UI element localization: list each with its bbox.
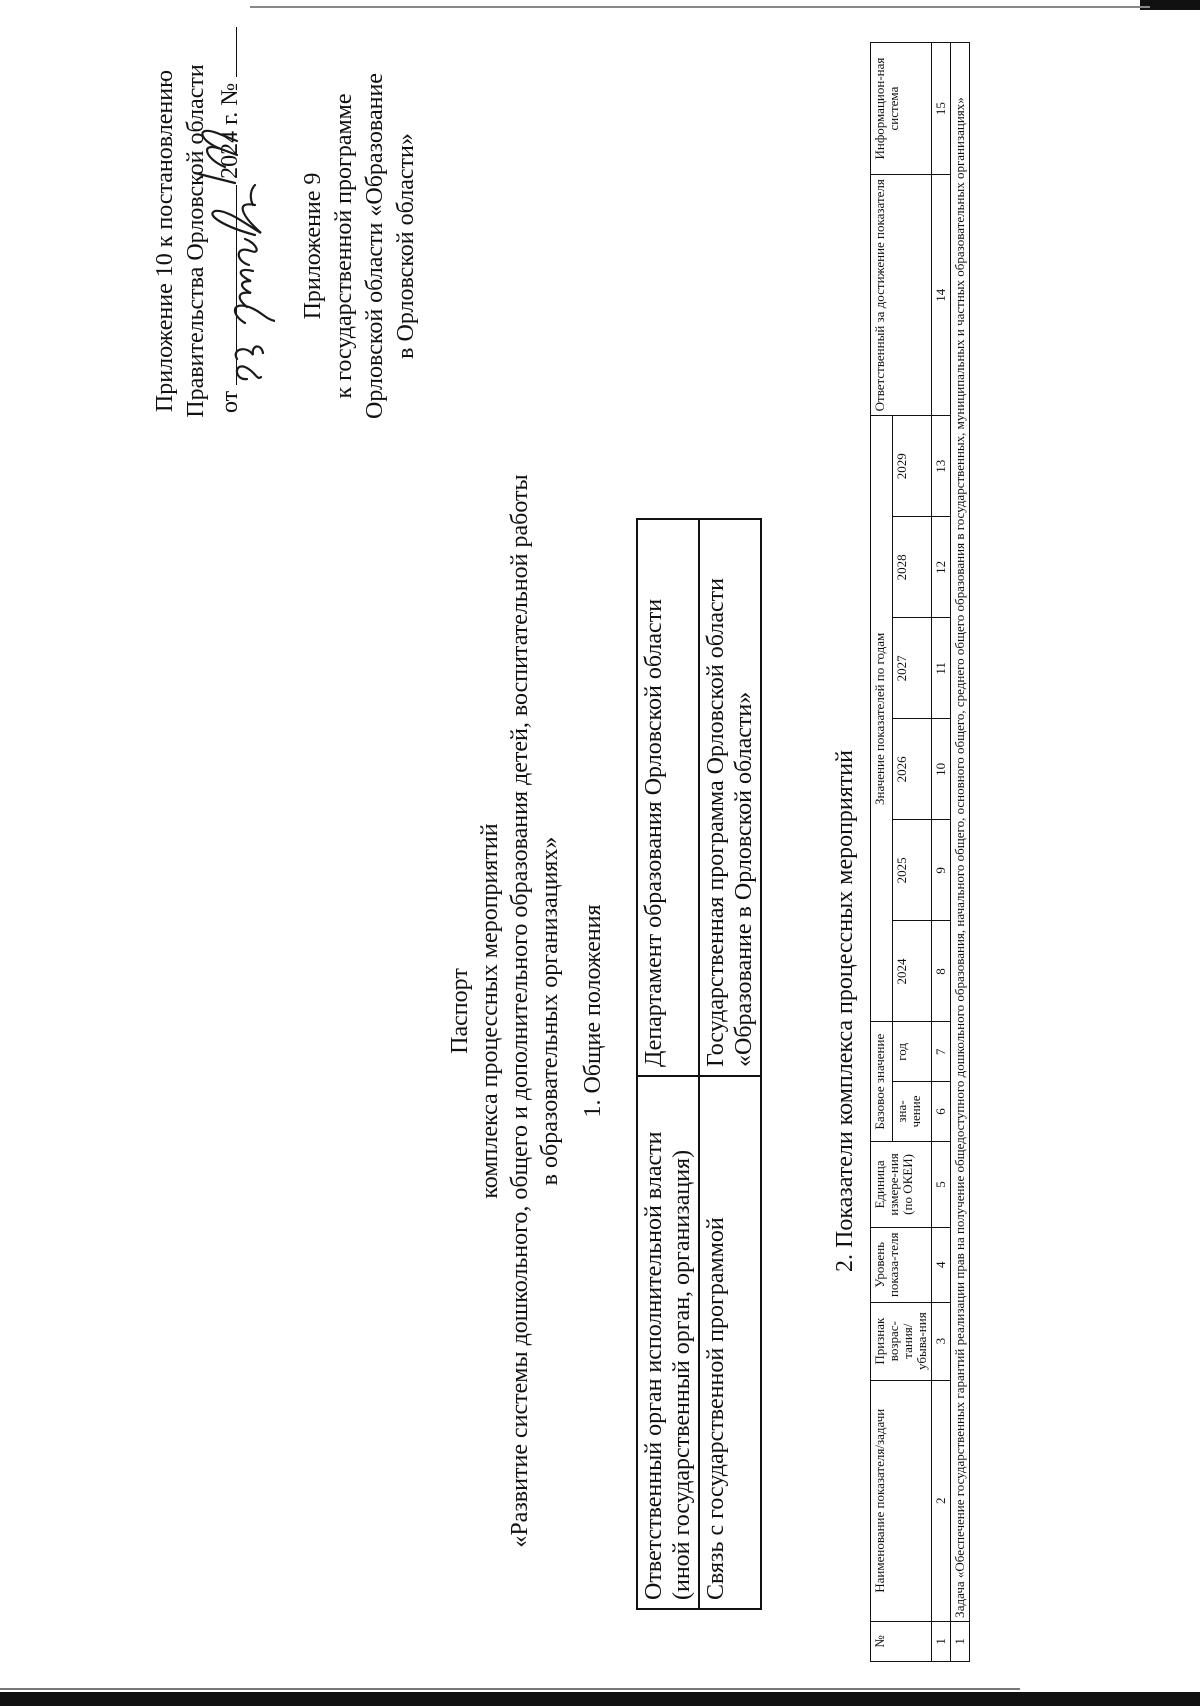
section-1-heading: 1. Общие положения	[580, 904, 606, 1118]
indicators-table	[870, 42, 970, 1662]
colnum-11: 11	[932, 618, 951, 719]
col-year-2028: 2028	[893, 517, 932, 618]
date-blank-month	[212, 185, 237, 295]
col-year-2025: 2025	[893, 820, 932, 921]
task-text: Задача «Обеспечение государственных гарантий реализации прав на получение общедоступного дошкольного образования, начального общего, основного общего, среднего общего образования в государственных, муниципальных и частных образовательных организациях»	[951, 43, 970, 1622]
program-link-value: Государственная программа Орловской области «Образование в Орловской области»	[699, 519, 761, 1076]
appendix-10-line2: Правительства Орловской области	[183, 64, 209, 418]
document-title	[445, 396, 565, 1626]
colnum-2: 2	[932, 1380, 951, 1621]
header-row-1	[871, 43, 893, 1662]
appendix-9-block	[298, 56, 422, 436]
program-link-label: Связь с государственной программой	[699, 1076, 761, 1609]
appendix-9-line2: к государственной программе	[331, 93, 357, 399]
appendix-10-block	[150, 61, 246, 421]
colnum-14: 14	[932, 175, 951, 416]
col-name: Наименование показателя/задачи	[871, 1380, 932, 1621]
colnum-6: 6	[932, 1082, 951, 1142]
col-no: №	[871, 1621, 932, 1661]
title-line1: Паспорт	[447, 968, 473, 1054]
col-unit: Единица измере-ния (по ОКЕИ)	[871, 1141, 932, 1227]
general-info-table	[636, 518, 762, 1610]
date-year: 2024 г. №	[217, 82, 243, 179]
task-no: 1	[951, 1621, 970, 1661]
col-values-by-year: Значение показателей по годам	[871, 416, 893, 1022]
col-info-system: Информацион-ная система	[871, 43, 932, 175]
col-base: Базовое значение	[871, 1022, 893, 1141]
colnum-7: 7	[932, 1022, 951, 1082]
appendix-9-line3: Орловской области «Образование	[362, 73, 388, 419]
number-blank	[212, 27, 237, 77]
table-row	[699, 519, 761, 1609]
colnum-4: 4	[932, 1227, 951, 1302]
title-line4: в образовательных организациях»	[537, 836, 563, 1186]
colnum-13: 13	[932, 416, 951, 517]
col-base-year: год	[893, 1022, 932, 1082]
responsible-body-value: Департамент образования Орловской области	[637, 519, 699, 1076]
col-year-2024: 2024	[893, 921, 932, 1022]
colnum-12: 12	[932, 517, 951, 618]
colnum-3: 3	[932, 1302, 951, 1380]
colnum-8: 8	[932, 921, 951, 1022]
col-base-value: зна-чение	[893, 1082, 932, 1142]
colnum-10: 10	[932, 719, 951, 820]
title-line3: «Развитие системы дошкольного, общего и дополнительного образования детей, воспитательной работы	[507, 474, 533, 1548]
col-year-2029: 2029	[893, 416, 932, 517]
responsible-body-label: Ответственный орган исполнительной власти (иной государственный орган, организация)	[637, 1076, 699, 1609]
colnum-15: 15	[932, 43, 951, 175]
appendix-10-line1: Приложение 10 к постановлению	[152, 69, 178, 413]
appendix-9-line4: в Орловской области»	[393, 133, 419, 359]
col-sign: Признак возрас-тания/ убыва-ния	[871, 1302, 932, 1380]
colnum-9: 9	[932, 820, 951, 921]
title-line2: комплекса процессных мероприятий	[477, 823, 503, 1199]
table-row	[637, 519, 699, 1609]
appendix-10-date-line	[212, 61, 246, 421]
col-responsible: Ответственный за достижение показателя	[871, 175, 932, 416]
appendix-9-line1: Приложение 9	[300, 172, 326, 320]
section-2-heading: 2. Показатели комплекса процессных мероприятий	[832, 750, 858, 1273]
col-year-2027: 2027	[893, 618, 932, 719]
date-blank-day	[212, 295, 237, 385]
col-level: Уровень показа-теля	[871, 1227, 932, 1302]
colnum-5: 5	[932, 1141, 951, 1227]
task-row	[951, 43, 970, 1662]
colnum-1: 1	[932, 1621, 951, 1661]
date-prefix: от	[217, 390, 243, 413]
col-year-2026: 2026	[893, 719, 932, 820]
column-numbers-row	[932, 43, 951, 1662]
